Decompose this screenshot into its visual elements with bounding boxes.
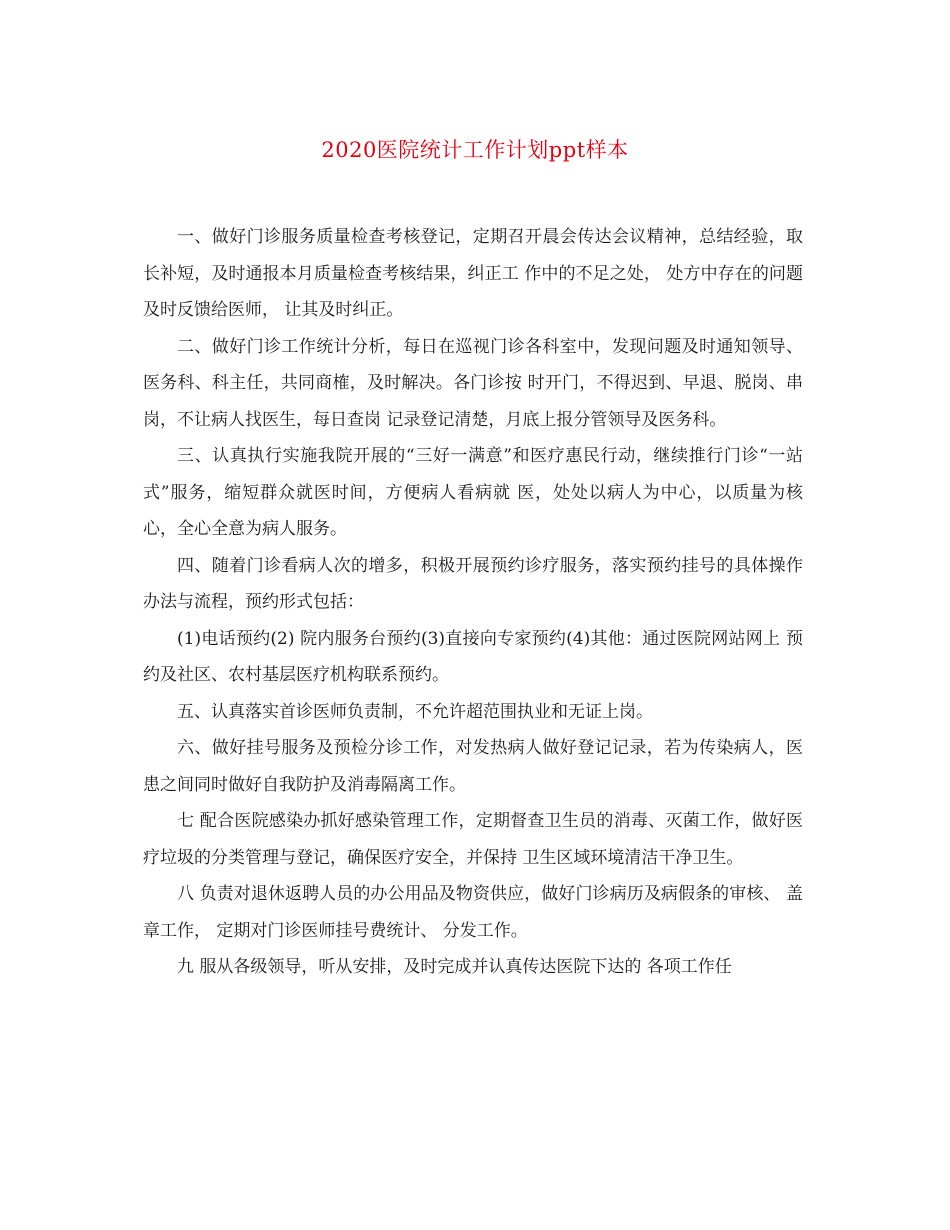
paragraph-4-list: (1)电话预约(2) 院内服务台预约(3)直接向专家预约(4)其他：通过医院网站网上 预约及社区、农村基层医疗机构联系预约。 (143, 628, 803, 685)
document-body (143, 219, 803, 986)
paragraph-4: 四、随着门诊看病人次的增多，积极开展预约诊疗服务，落实预约挂号的具体操作办法与流程，预约形式包括： (143, 555, 803, 612)
paragraph-9: 九 服从各级领导，听从安排，及时完成并认真传达医院下达的 各项工作任 (177, 957, 732, 977)
paragraph-3: 三、认真执行实施我院开展的“三好一满意”和医疗惠民行动，继续推行门诊“一站式”服务，缩短群众就医时间，方便病人看病就 医，处处以病人为中心，以质量为核心，全心全意为病人服务。 (143, 446, 803, 539)
paragraph-8: 八 负责对退休返聘人员的办公用品及物资供应，做好门诊病历及病假条的审核、 盖章工作， 定期对门诊医师挂号费统计、 分发工作。 (143, 884, 803, 941)
paragraph-2: 二、做好门诊工作统计分析，每日在巡视门诊各科室中，发现问题及时通知领导、医务科、科主任，共同商榷，及时解决。各门诊按 时开门，不得迟到、早退、脱岗、串岗，不让病人找医生，每日查岗 记录登记清楚，月底上报分管领导及医务科。 (143, 336, 803, 430)
document-title: 2020医院统计工作计划ppt样本 (321, 138, 629, 162)
paragraph-1: 一、做好门诊服务质量检查考核登记，定期召开晨会传达会议精神，总结经验，取长补短，及时通报本月质量检查考核结果，纠正工 作中的不足之处， 处方中存在的问题及时反馈给医师， 让其及时纠正。 (143, 227, 803, 320)
paragraph-5: 五、认真落实首诊医师负责制，不允许超范围执业和无证上岗。 (177, 701, 653, 722)
paragraph-6: 六、做好挂号服务及预检分诊工作，对发热病人做好登记记录，若为传染病人，医患之间同时做好自我防护及消毒隔离工作。 (143, 738, 803, 795)
paragraph-7: 七 配合医院感染办抓好感染管理工作，定期督查卫生员的消毒、灭菌工作，做好医疗垃圾的分类管理与登记，确保医疗安全，并保持 卫生区域环境清洁干净卫生。 (143, 811, 803, 868)
